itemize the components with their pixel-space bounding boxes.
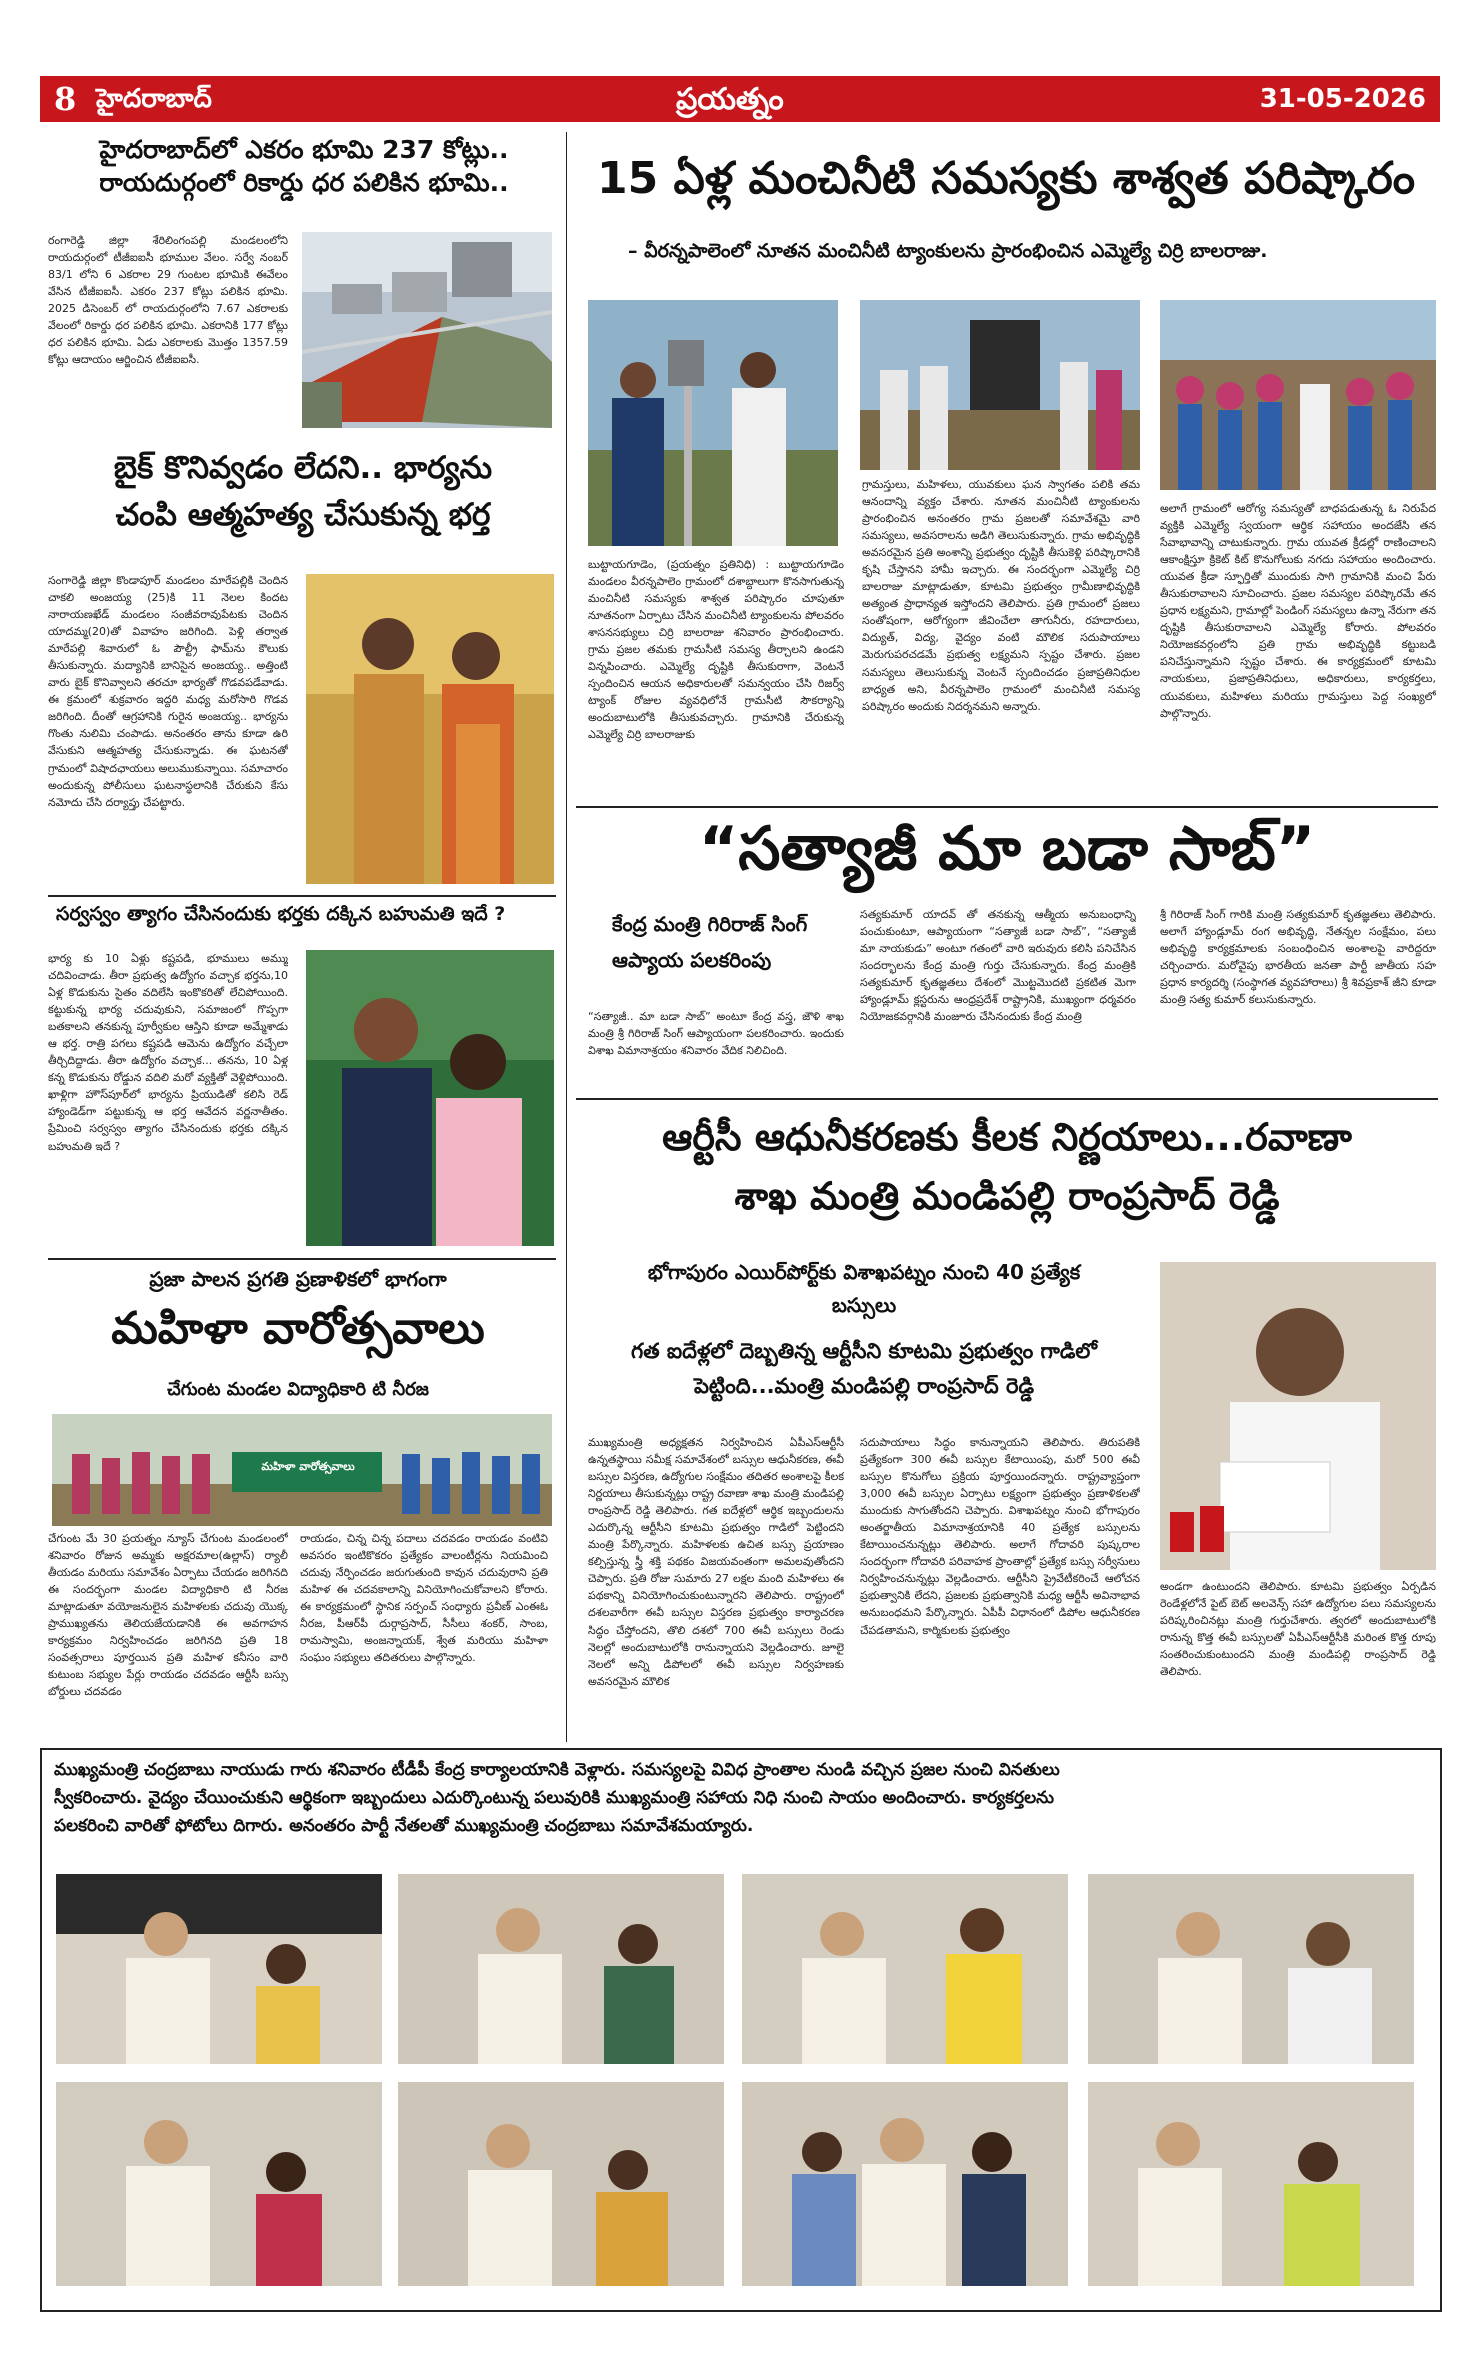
divider-line	[576, 1098, 1438, 1100]
water-headline: 15 ఏళ్ల మంచినీటి సమస్యకు శాశ్వత పరిష్కారం	[596, 153, 1416, 204]
city-name: హైదరాబాద్	[96, 84, 212, 114]
rtc-subhead-2-line1: గత ఐదేళ్లలో దెబ్బతిన్న ఆర్టీసీని కూటమి ప్రభుత్వం గాడిలో	[630, 1339, 1098, 1363]
land-headline	[64, 134, 544, 199]
cm-caption-line1: ముఖ్యమంత్రి చంద్రబాబు నాయుడు గారు శనివారం టీడీపీ కేంద్ర కార్యాలయానికి వెళ్లారు. సమస్యలపై వివిధ ప్రాంతాల నుండి వచ్చిన ప్రజల నుంచి వినతులు	[54, 1760, 1060, 1780]
cm-photo	[1088, 1874, 1414, 2064]
land-headline-line1: హైదరాబాద్‌లో ఎకరం భూమి 237 కోట్లు..	[99, 135, 509, 164]
satya-body-col2: సత్యకుమార్ యాదవ్ తో తనకున్న ఆత్మీయ అనుబంధాన్ని పంచుకుంటూ, ఆప్యాయంగా “సత్యాజీ బడా సాబ్”, “సత్యాజీ మా నాయకుడు” అంటూ గతంలో వారి ఇరువురు కలిసి పనిచేసిన సందర్భాలను కేంద్ర మంత్రి గుర్తు చేసుకున్నారు. కేంద్ర మంత్రికి సత్యకుమార్ కృతజ్ఞతలు దేశంలో మొట్టమొదటి ప్రకటిత మెగా హ్యాండ్లూమ్ క్లస్టరును ఆంధ్రప్రదేశ్ రాష్ట్రానికి, ముఖ్యంగా ధర్మవరం నియోజకవర్గానికి మంజూరు చేసినందుకు కేంద్ర మంత్రి	[860, 908, 1136, 1024]
women-headline: మహిళా వారోత్సవాలు	[111, 1303, 485, 1354]
cm-photo	[398, 1874, 724, 2064]
rtc-subhead-2-line2: పెట్టింది...మంత్రి మండిపల్లి రాంప్రసాద్ రెడ్డి	[694, 1373, 1034, 1398]
sacrifice-body: భార్య కు 10 ఏళ్లు కష్టపడి, భూములు అమ్ము చదివించాడు. తీరా ప్రభుత్వ ఉద్యోగం వచ్చాక భర్తను,10 ఏళ్ల కొడుకును సైతం వదిలేసి ఇంకొకరితో లేచిపోయింది. కట్టుకున్న భార్య చదువుకుని, సమాజంలో గొప్పగా బతకాలని తనకున్న పూర్వీకుల ఆస్తిని కూడా అమ్మేశాడు ఆ భర్త. రాత్రి పగలు కష్టపడి ఆమెను ఉద్యోగం వచ్చేలా తీర్చిదిద్దాడు. తీరా ఉద్యోగం వచ్చాక... తనను, 10 ఏళ్ల కన్న కొడుకును రోడ్డున వదిలి మరో వ్యక్తితో వెళ్లిపోయింది. ఖాళ్లిగా హౌస్‌పూర్‌లో భార్యను ప్రియుడితో కలిసి రెడ్ హ్యాండెడ్‌గా పట్టుకున్న ఆ భర్త ఆవేదన వర్ణనాతీతం. ప్రేమించి సర్వస్వం త్యాగం చేసినందుకు భర్తకు దక్కిన బహుమతి ఇదే ?	[48, 952, 288, 1153]
cm-photo	[398, 2082, 724, 2286]
rtc-subhead-1-line2: బస్సులు	[831, 1293, 897, 1317]
cm-photo	[1088, 2082, 1414, 2286]
rtc-minister-photo	[1160, 1262, 1436, 1570]
land-body: రంగారెడ్డి జిల్లా శేరిలింగంపల్లి మండలంలోని రాయదుర్గంలో టీజీఐఐసీ భూముల వేలం. సర్వే నంబర్ 83/1 లోని 6 ఎకరాల 29 గుంటల భూమికి ఈవేలం వేసిన టీజీఐఐసీ. ఎకరం 237 కోట్లు పలికిన భూమి. 2025 డిసెంబర్ లో రాయదుర్గంలోని 7.67 ఎకరాలకు వేలంలో రికార్డు ధర పలికిన భూమి. ఎకరానికి 177 కోట్లు ధర పలికిన భూమి. ఏడు ఎకరాలకు మొత్తం 1357.59 కోట్లు ఆదాయం ఆర్జించిన టీజీఐఐసీ.	[48, 234, 288, 367]
cm-photo	[56, 2082, 382, 2286]
rtc-body-col1: ముఖ్యమంత్రి అధ్యక్షతన నిర్వహించిన ఏపీఎస్ఆర్టీసీ ఉన్నతస్థాయి సమీక్ష సమావేశంలో బస్సుల ఆధునీకరణ, ఈవీ బస్సుల విస్తరణ, ఉద్యోగుల సంక్షేమం తదితర అంశాలపై కీలక నిర్ణయాలు తీసుకున్నట్లు రాష్ట్ర రవాణా శాఖ మంత్రి మండిపల్లి రాంప్రసాద్ రెడ్డి తెలిపారు. గత ఐదేళ్లలో ఆర్థిక ఇబ్బందులను ఎదుర్కొన్న ఆర్టీసీని కూటమి ప్రభుత్వం గాడిలో పెట్టిందని మంత్రి పేర్కొన్నారు. మహిళలకు ఉచిత బస్సు ప్రయాణం కల్పిస్తున్న స్త్రీ శక్తి పథకం విజయవంతంగా అమలవుతోందని చెప్పారు. ప్రతి రోజు సుమారు 27 లక్షల మంది మహిళలు ఈ పథకాన్ని వినియోగించుకుంటున్నారని తెలిపారు. రాష్ట్రంలో దశలవారీగా ఈవీ బస్సుల విస్తరణ ప్రభుత్వం కార్యాచరణ సిద్ధం చేస్తోందని, తొలి దశలో 700 ఈవీ బస్సులు రెండు నెలల్లో అందుబాటులోకి రానున్నాయని వెల్లడించారు. జూలై నెలలో అన్ని డిపోలలో ఈవీ బస్సుల నిర్వహణకు అవసరమైన మౌలిక	[588, 1436, 844, 1688]
bike-body: సంగారెడ్డి జిల్లా కొండాపూర్ మండలం మారేపల్లికి చెందిన చాకలి అంజయ్య (25)కి 11 నెలల కిందట నారాయణఖేడ్ మండలం సంజీవరావుపేటకు చెందిన యాదమ్మ(20)తో వివాహం జరిగింది. పెళ్లి తర్వాత మారేపల్లి శివారులో ఓ పౌల్ట్రీ ఫామ్‌ను కౌలుకు తీసుకున్నారు. మద్యానికి బానిసైన అంజయ్య.. అత్తింటి వారు బైక్ కొనివ్వాలని తరచూ భార్యతో గొడవపడేవాడు. ఈ క్రమంలో శుక్రవారం ఇద్దరి మధ్య మరోసారి గొడవ జరిగింది. దీంతో ఆగ్రహానికి గురైన అంజయ్య.. భార్యను గొంతు నులిమి చంపాడు. అనంతరం తాను కూడా ఉరి వేసుకుని ఆత్మహత్య చేసుకున్నాడు. ఈ ఘటనతో గ్రామంలో విషాదఛాయలు అలుముకున్నాయి. సమాచారం అందుకున్న పోలీసులు ఘటనాస్థలానికి చేరుకుని కేసు నమోదు చేసి దర్యాప్తు చేపట్టారు.	[48, 574, 288, 809]
sacrifice-couple-photo	[306, 950, 554, 1246]
water-subhead: – వీరన్నపాలెంలో నూతన మంచినీటి ట్యాంకులను ప్రారంభించిన ఎమ్మెల్యే చిర్రి బాలరాజు.	[628, 240, 1268, 262]
rtc-headline	[576, 1108, 1438, 1226]
rtc-body-col3: అండగా ఉంటుందని తెలిపారు. కూటమి ప్రభుత్వం ఏర్పడిన రెండేళ్లలోనే పైట్ బెట్ అలవెన్స్ సహా ఉద్యోగుల పలు సమస్యలను పరిష్కరించినట్లు మంత్రి గుర్తుచేశారు. త్వరలో అందుబాటులోకి రానున్న కొత్త ఈవీ బస్సులతో ఏపీఎస్ఆర్టీసీకి మరింత కొత్త రూపు సంతరించుకుంటుందని మంత్రి మండిపల్లి రాంప్రసాద్ రెడ్డి తెలిపారు.	[1160, 1580, 1436, 1679]
page-header	[40, 76, 1440, 122]
women-kicker: ప్రజా పాలన ప్రగతి ప్రణాళికలో భాగంగా	[149, 1267, 447, 1291]
rtc-body-col2: సదుపాయాలు సిద్ధం కానున్నాయని తెలిపారు. తిరుపతికి ప్రత్యేకంగా 300 ఈవీ బస్సుల కేటాయింపు, మరో 500 ఈవీ బస్సుల కొనుగోలు ప్రక్రియ పూర్తయిందన్నారు. రాష్ట్రవ్యాప్తంగా 3,000 ఈవీ బస్సుల ఏర్పాటు లక్ష్యంగా ప్రభుత్వం ప్రణాళికలతో ముందుకు సాగుతోందని చెప్పారు. విశాఖపట్నం నుంచి భోగాపురం అంతర్జాతీయ విమానాశ్రయానికి 40 ప్రత్యేక బస్సులను కేటాయించనున్నట్లు తెలిపారు. అలాగే గోదావరి పుష్కరాల సందర్భంగా గోదావరి పరివాహక ప్రాంతాల్లో ప్రత్యేక బస్సు సర్వీసులు నిర్వహించనున్నట్లు వెల్లడించారు. ఆర్టీసీని ప్రైవేటీకరించే ఆలోచన ప్రభుత్వానికి లేదని, ప్రజలకు ప్రభుత్వానికి మధ్య ఆర్టీసీ అవినాభావ అనుబంధమని పేర్కొన్నారు. ఏపీపీ విధానంలో డిపోల ఆధునీకరణ చేపడతామని, కార్మికులకు ప్రభుత్వం	[860, 1436, 1140, 1637]
satya-headline: “సత్యాజీ మా బడా సాబ్”	[698, 814, 1316, 884]
women-photo-banner: మహిళా వారోత్సవాలు	[261, 1460, 355, 1473]
water-photo-2	[860, 300, 1140, 470]
water-photo-1	[588, 300, 838, 546]
bike-headline	[48, 445, 558, 538]
women-body-col1: చేగుంట మే 30 ప్రయత్నం న్యూస్ చేగుంట మండలంలో శనివారం రోజున అమ్మకు అక్షరమాల(ఉల్లాస్) ర్యాలీ తీయడం మరియు సమావేశం ఏర్పాటు చేయడం జరిగినది ఈ సందర్భంగా మండల విద్యాధికారి టి నీరజ మాట్లాడుతూ వయోజనులైన మహిళలకు చదువు యొక్క ప్రాముఖ్యతను తెలియజేయడానికి ఈ అవగాహన కార్యక్రమం నిర్వహించడం జరిగినది ప్రతి 18 సంవత్సరాలు పూర్తయిన ప్రతి మహిళ కనీసం వారి కుటుంబ సభ్యుల పేర్లు రాయడం చదవడం ఆర్టీసీ బస్సు బోర్డులు చదవడం	[48, 1532, 288, 1699]
cm-photo	[56, 1874, 382, 2064]
divider-line	[48, 1258, 556, 1260]
bike-headline-line2: చంపి ఆత్మహత్య చేసుకున్న భర్త	[115, 496, 491, 533]
page-number: 8	[54, 80, 77, 118]
women-body-col2: రాయడం, చిన్న చిన్న పదాలు చదవడం రాయడం వంటివి అవసరం ఇంటికొకరం ప్రత్యేకం వాలంటీర్లను నియమించి చదువు నేర్పించడం జరుగుతుంది కావున చదువురాని ప్రతి మహిళ ఈ చదవకాలాన్ని వినియోగించుకోవాలని కోరారు. ఈ కార్యక్రమంలో స్థానిక సర్పంచ్ సంధ్యారు ప్రవీణ్ ఎంఈఓ నీరజ, పీఆర్‌పీ దుర్గాప్రసాద్, సీసీలు శంకర్, సాంబ, రామస్వామి, అంజన్నాయక్, శ్వేత మరియు మహిళా సంఘం సభ్యులు తదితరులు పాల్గొన్నారు.	[300, 1532, 548, 1665]
satya-subhead: కేంద్ర మంత్రి గిరిరాజ్ సింగ్ ఆప్యాయ పలకరింపు	[612, 912, 808, 972]
cm-caption-line3: పలకరించి వారితో ఫోటోలు దిగారు. అనంతరం పార్టీ నేతలతో ముఖ్యమంత్రి చంద్రబాబు సమావేశమయ్యారు.	[54, 1816, 754, 1837]
rtc-subhead-1-line1: భోగాపురం ఎయిర్‌పోర్ట్‌కు విశాఖపట్నం నుంచి 40 ప్రత్యేక	[647, 1260, 1081, 1284]
land-headline-line2: రాయదుర్గంలో రికార్డు ధర పలికిన భూమి..	[99, 167, 509, 197]
divider-line	[48, 895, 556, 897]
cm-photo	[742, 2082, 1068, 2286]
divider-line	[576, 806, 1438, 808]
rtc-subhead-2	[584, 1334, 1144, 1403]
water-body-col3: అలాగే గ్రామంలో ఆరోగ్య సమస్యతో బాధపడుతున్న ఓ నిరుపేద వ్యక్తికి ఎమ్మెల్యే స్వయంగా ఆర్థిక సహాయం అందజేసి తన సేవాభావాన్ని చాటుకున్నారు. గ్రామ యువత క్రీడల్లో రాణించాలని ఆకాంక్షిస్తూ క్రికెట్ కిట్ కొనుగోలుకు నగదు సహాయం అందించారు. యువత క్రీడా స్ఫూర్తితో ముందుకు సాగి గ్రామానికి మంచి పేరు తీసుకురావాలని సూచించారు. ప్రజల సమస్యల పరిష్కారమే తన ప్రధాన లక్ష్యమని, గ్రామాల్లో పెండింగ్ సమస్యలు ఉన్నా నేరుగా తన దృష్టికి తీసుకురావాలని ఎమ్మెల్యే కోరారు. పోలవరం నియోజకవర్గంలోని ప్రతి గ్రామ అభివృద్ధికి కట్టుబడి పనిచేస్తున్నామని స్పష్టం చేశారు. ఈ కార్యక్రమంలో కూటమి నాయకులు, ప్రజాప్రతినిధులు, అధికారులు, కార్యకర్తలు, యువకులు, మహిళలు మరియు గ్రామస్తులు పెద్ద సంఖ్యలో పాల్గొన్నారు.	[1160, 502, 1436, 720]
rtc-subhead-1	[584, 1256, 1144, 1322]
bike-headline-line1: బైక్ కొనివ్వడం లేదని.. భార్యను	[113, 450, 493, 486]
cm-photo	[742, 1874, 1068, 2064]
page-date: 31-05-2026	[1259, 84, 1426, 114]
sacrifice-headline: సర్వస్వం త్యాగం చేసినందుకు భర్తకు దక్కిన బహుమతి ఇదే ?	[56, 903, 506, 925]
rtc-headline-line1: ఆర్టీసీ ఆధునీకరణకు కీలక నిర్ణయాలు...రవాణా	[662, 1115, 1352, 1159]
land-aerial-photo	[302, 232, 552, 428]
bike-couple-photo	[306, 574, 554, 884]
satya-body-col1: “సత్యాజీ.. మా బడా సాబ్” అంటూ కేంద్ర వస్త్ర, జౌళి శాఖ మంత్రి శ్రీ గిరిరాజ్ సింగ్ ఆప్యాయంగా పలకరించారు. ఇందుకు విశాఖ విమానాశ్రయం శనివారం వేదిక నిలిచింది.	[588, 1010, 844, 1058]
women-subhead: చేగుంట మండల విద్యాధికారి టి నీరజ	[167, 1379, 429, 1400]
cm-caption	[54, 1756, 1424, 1840]
women-group-photo	[52, 1414, 552, 1526]
masthead-brand: ప్రయత్నం	[676, 82, 784, 117]
satya-body-col3: శ్రీ గిరిరాజ్ సింగ్ గారికి మంత్రి సత్యకుమార్ కృతజ్ఞతలు తెలిపారు. అలాగే హ్యాండ్లూమ్ రంగ అభివృద్ధి, నేతన్నల సంక్షేమం, పలు అభివృద్ధి కార్యక్రమాలకు సంబంధించిన అంశాలపై వారిద్దరూ చర్చించారు. మరోవైపు భారతీయ జనతా పార్టీ జాతీయ సహ ప్రధాన కార్యదర్శి (సంస్థాగత వ్యవహారాలు) శ్రీ శివప్రకాశ్ జీని కూడా మంత్రి సత్య కుమార్ కలుసుకున్నారు.	[1160, 908, 1436, 1007]
column-divider	[566, 132, 567, 1742]
water-photo-3	[1160, 300, 1436, 490]
water-body-col1: బుట్టాయగూడెం, (ప్రయత్నం ప్రతినిధి) : బుట్టాయగూడెం మండలం వీరన్నపాలెం గ్రామంలో దశాబ్దాలుగా కొనసాగుతున్న మంచినీటి సమస్యకు శాశ్వత పరిష్కారం చూపుతూ నూతనంగా ఏర్పాటు చేసిన మంచినీటి ట్యాంకులను పోలవరం శాసనసభ్యులు చిర్రి బాలరాజు శనివారం ప్రారంభించారు. గ్రామ ప్రజల తమకు గ్రామసీటి సమస్య తీర్చాలని ఉండని విన్నపించారు. ఎమ్మెల్యే దృష్టికి తీసుకురాగా, వెంటనే స్పందించిన ఆయన అధికారులతో సమన్వయం చేసి రిజర్వ్ ట్యాంక్ రోజుల వ్యవధిలోనే గ్రామసీటి సౌకర్యాన్ని అందుబాటులోకి తీసుకువచ్చారు. గ్రామానికి చేరుకున్న ఎమ్మెల్యే చిర్రి బాలరాజుకు	[588, 558, 844, 742]
rtc-headline-line2: శాఖ మంత్రి మండిపల్లి రాంప్రసాద్ రెడ్డి	[734, 1173, 1280, 1218]
cm-caption-line2: స్వీకరించారు. వైద్యం చేయించుకుని ఆర్థికంగా ఇబ్బందులు ఎదుర్కొంటున్న పలువురికి ముఖ్యమంత్రి సహాయ నిధి నుంచి సాయం అందించారు. కార్యకర్తలను	[54, 1788, 1054, 1809]
water-body-col2: గ్రామస్తులు, మహిళలు, యువకులు ఘన స్వాగతం పలికి తమ ఆనందాన్ని వ్యక్తం చేశారు. నూతన మంచినీటి ట్యాంకులను ప్రారంభించిన అనంతరం గ్రామ ప్రజలతో సమావేశమై వారి సమస్యలు, అవసరాలను అడిగి తెలుసుకున్నారు. గ్రామ అభివృద్ధికి అవసరమైన ప్రతి అంశాన్ని ప్రభుత్వం దృష్టికి తీసుకెళ్లి పరిష్కారానికి కృషి చేస్తానని హామీ ఇచ్చారు. ఈ సందర్భంగా ఎమ్మెల్యే చిర్రి బాలరాజు మాట్లాడుతూ, కూటమి ప్రభుత్వం గ్రామీణాభివృద్ధికి అత్యంత ప్రాధాన్యత ఇస్తోందని తెలిపారు. ప్రతి గ్రామంలో ప్రజలు సంతోషంగా, ఆరోగ్యంగా జీవించేలా తాగునీరు, రహదారులు, విద్యుత్, విద్య, వైద్యం వంటి మౌలిక సదుపాయాలు మెరుగుపరచడమే ప్రభుత్వ లక్ష్యమని స్పష్టం చేశారు. ప్రజల సమస్యలు తెలుసుకున్న వెంటనే స్పందించడం ప్రజాప్రతినిధుల బాధ్యత అని, వీరన్నపాలెం గ్రామంలో మంచినీటి సమస్య పరిష్కారం అందుకు నిదర్శనమని అన్నారు.	[862, 478, 1140, 713]
